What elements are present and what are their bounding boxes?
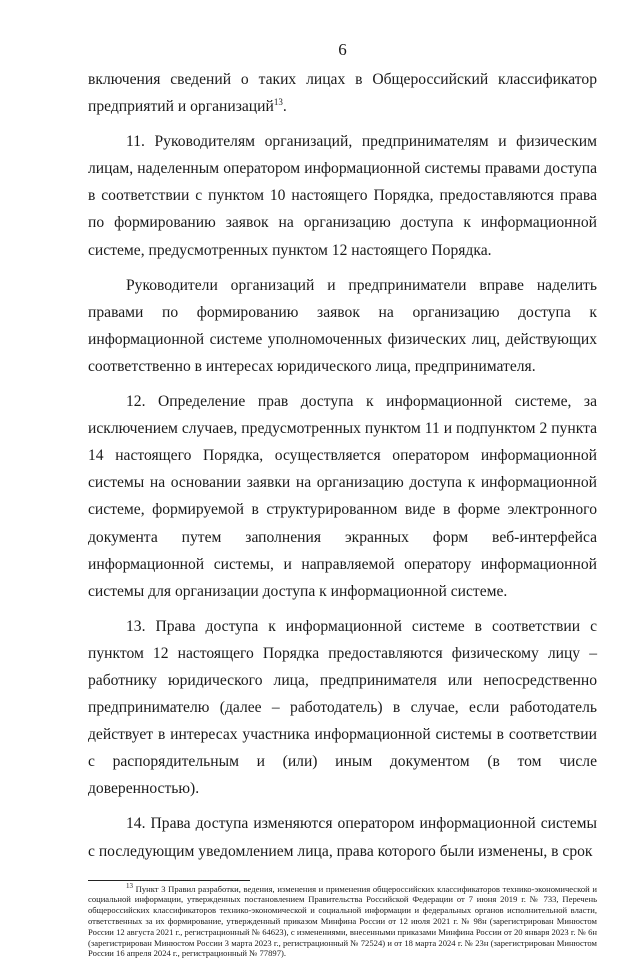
footnote-separator: [88, 880, 250, 881]
paragraph-text: включения сведений о таких лицах в Общероссийский классификатор предприятий и организаций: [88, 71, 597, 116]
paragraph-item-14: 14. Права доступа изменяются оператором информационной системы с последующим уведомлением лица, права которого были изменены, в срок: [88, 815, 597, 860]
paragraph-continuation: [88, 66, 597, 120]
paragraph-item-12: 12. Определение прав доступа к информационной системе, за исключением случаев, предусмотренных пунктом 11 и подпунктом 2 пункта 14 настоящего Порядка, осуществляется оператором информационной системы на основании заявки на организацию доступа к информационной системе, формируемой в структурированном виде в форме электронного документа путем заполнения экранных форм веб-интерфейса информационной системы, и направляемой оператору информационной системы для организации доступа к информационной системе.: [88, 393, 597, 600]
page-number: 6: [338, 40, 347, 59]
footnote-marker: 13: [126, 881, 133, 890]
footnote-reference: 13: [273, 97, 283, 108]
footnote-text: Пункт 3 Правил разработки, ведения, изменения и применения общероссийских классификаторов технико-экономической и социальной информации, утвержденных постановлением Правительства Российской Федерации от 7 июня 2019 г. № 733, Перечень общероссийских классификаторов технико-экономической и социальной информации и федеральных органов исполнительной власти, ответственных за их формирование, утвержденный приказом Минфина России от 12 июля 2021 г. № 98н (зарегистрирован Минюстом России 12 августа 2021 г., регистрационный № 64623), с изменениями, внесенными приказами Минфина России от 20 января 2023 г. № 6н (зарегистрирован Минюстом России 3 марта 2023 г., регистрационный № 72524) и от 18 марта 2024 г. № 23н (зарегистрирован Минюстом России 16 апреля 2024 г., регистрационный № 77897).: [88, 883, 597, 959]
paragraph-managers: Руководители организаций и предприниматели вправе наделить правами по формированию заявок на организацию доступа к информационной системе уполномоченных физических лиц, действующих соответственно в интересах юридического лица, предпринимателя.: [88, 276, 597, 375]
paragraph-item-13: 13. Права доступа к информационной системе в соответствии с пунктом 12 настоящего Порядка предоставляются физическому лицу – работнику юридического лица, предпринимателя или непосредственно предпринимателю (далее – работодатель) в случае, если работодатель действует в интересах участника информационной системы в соответствии с распорядительным и (или) иным документом (в том числе доверенностью).: [88, 617, 597, 798]
footnote: [88, 881, 597, 959]
paragraph-item-11: 11. Руководителям организаций, предпринимателям и физическим лицам, наделенным оператором информационной системы правами доступа в соответствии с пунктом 10 настоящего Порядка, предоставляются права по формированию заявок на организацию доступа к информационной системе, предусмотренных пунктом 12 настоящего Порядка.: [88, 133, 597, 259]
paragraph-end: .: [282, 98, 287, 116]
